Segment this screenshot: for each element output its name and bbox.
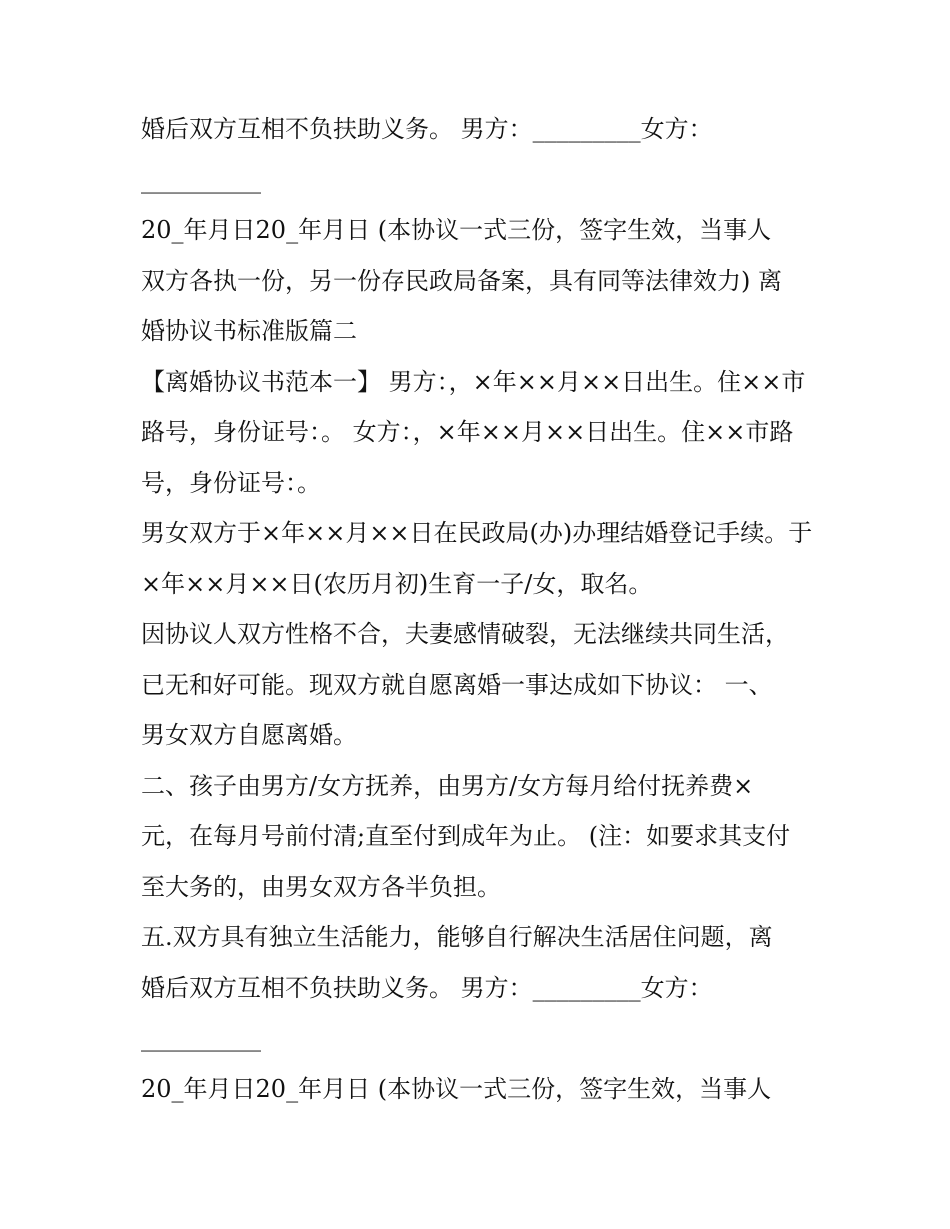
text-line: 因协议人双方性格不合，夫妻感情破裂，无法继续共同生活， <box>141 620 789 648</box>
document-body <box>141 104 821 1114</box>
text-line: 至大务的，由男女双方各半负担。 <box>141 872 501 901</box>
text-line: 男女双方于×年××月××日在民政局(办)办理结婚登记手续。于 <box>141 519 813 547</box>
text-line: 20_年月日20_年月日 (本协议一式三份，签字生效，当事人 <box>141 1074 772 1103</box>
text-line: 已无和好可能。现双方就自愿离婚一事达成如下协议： 一、 <box>141 670 773 699</box>
text-line: 男女双方自愿离婚。 <box>141 721 357 749</box>
text-line: 二、孩子由男方/女方抚养，由男方/女方每月给付抚养费× <box>141 771 754 800</box>
text-line: 路号，身份证号：。 女方：，×年××月××日出生。住××市路 <box>141 418 794 446</box>
text-line: 20_年月日20_年月日 (本协议一式三份，签字生效，当事人 <box>141 216 772 244</box>
text-line: 【离婚协议书范本一】 男方：，×年××月××日出生。住××市 <box>141 367 806 396</box>
text-line: 婚协议书标准版篇二 <box>141 317 357 345</box>
text-line: __________ <box>141 1024 261 1052</box>
text-line: 五.双方具有独立生活能力，能够自行解决生活居住问题，离 <box>141 923 773 951</box>
text-line: 号，身份证号：。 <box>141 468 321 497</box>
text-line: ×年××月××日(农历月初)生育一子/女，取名。 <box>141 569 653 598</box>
text-line: 双方各执一份，另一份存民政局备案，具有同等法律效力) 离 <box>141 266 782 295</box>
text-line: __________ <box>141 165 261 194</box>
text-line: 元，在每月号前付清;直至付到成年为止。 (注：如要求其支付 <box>141 822 791 850</box>
text-line: 婚后双方互相不负扶助义务。 男方：_________女方： <box>141 973 713 1002</box>
text-line: 婚后双方互相不负扶助义务。 男方：_________女方： <box>141 115 713 143</box>
